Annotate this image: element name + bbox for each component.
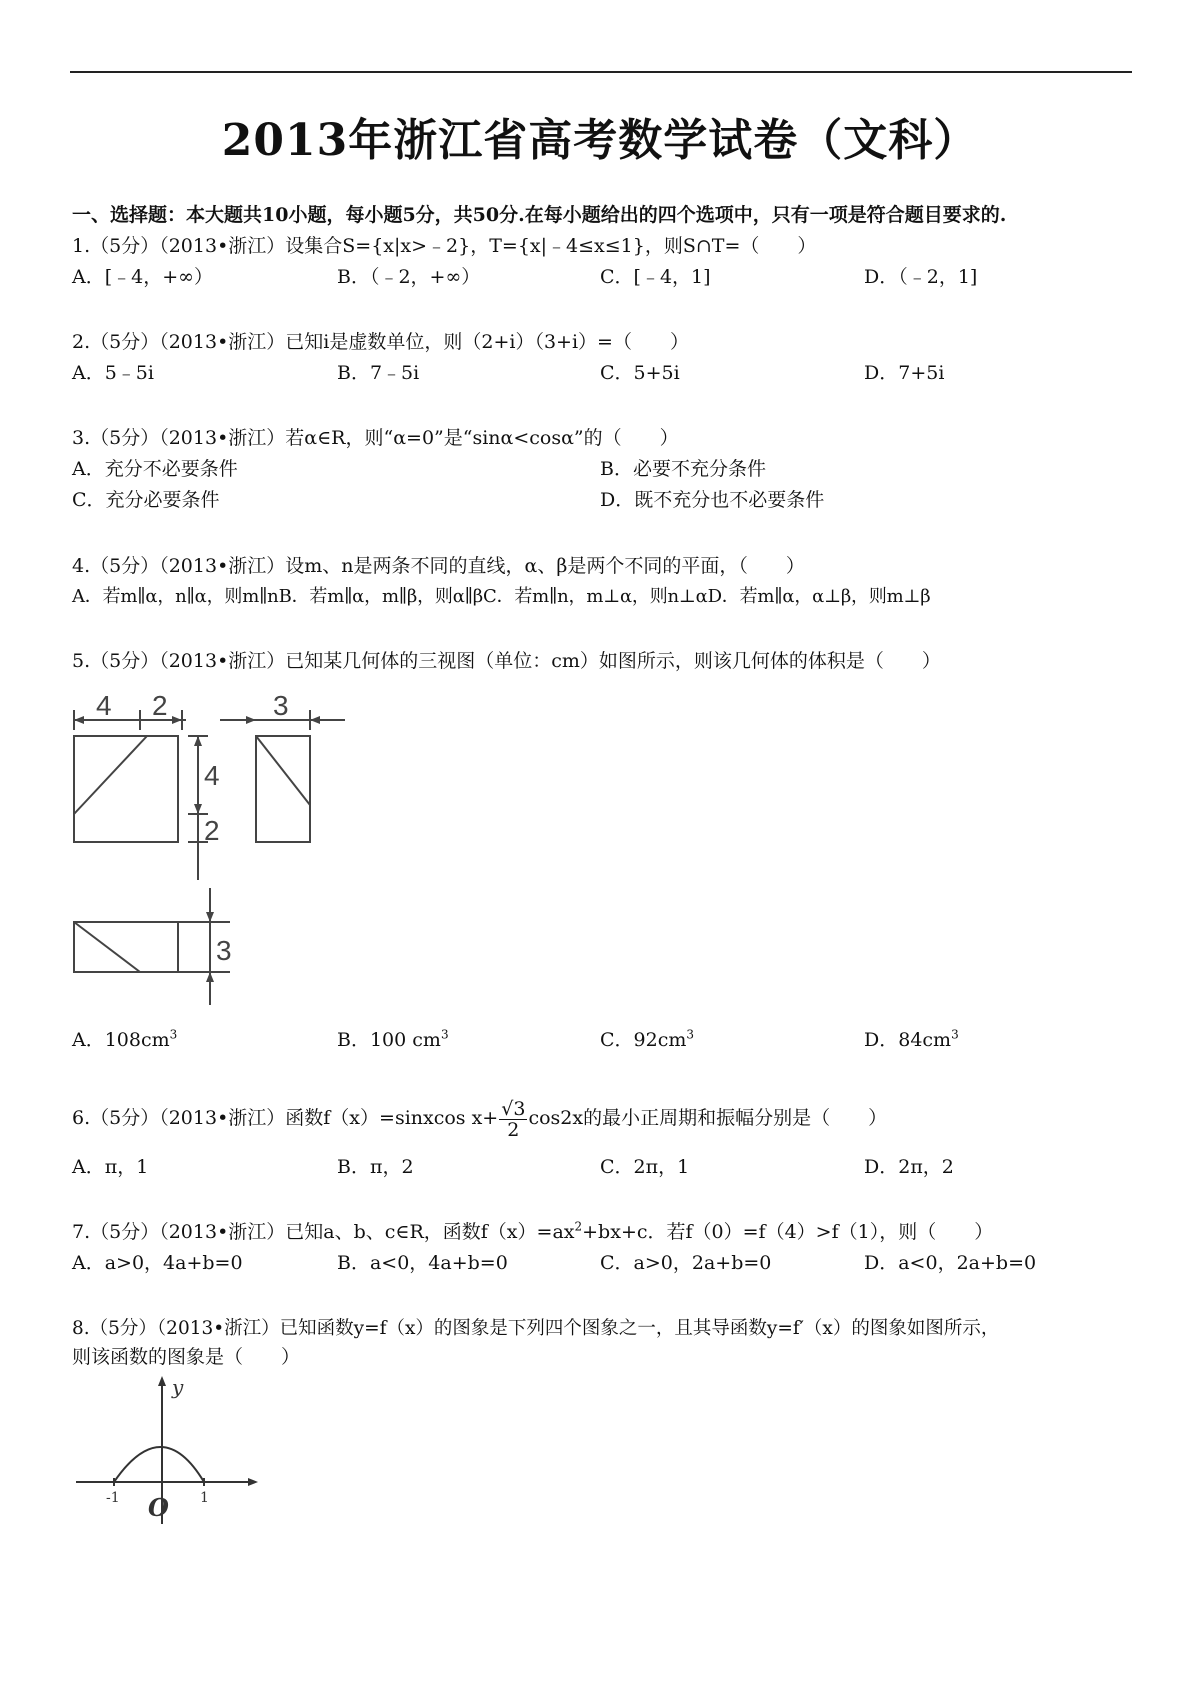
question-5-option-a: A．$108cm^3$	[72, 1027, 178, 1051]
dim-label-v4: 4	[204, 760, 220, 791]
question-2-stem: 2.（5分）（2013•浙江）已知i是虚数单位，则（2+i）（3+i）=（ ）	[72, 331, 689, 353]
question-5-option-d: D．$84cm^3$	[864, 1027, 959, 1051]
section-header: 一、选择题：本大题共10小题，每小题5分，共50分.在每小题给出的四个选项中，只有一项是符合题目要求的.	[72, 204, 1007, 226]
question-2-option-b: B．7﹣5i	[337, 362, 420, 384]
question-7-option-d: D．a<0，2a+b=0	[864, 1252, 1037, 1274]
question-2-option-a: A．5﹣5i	[72, 362, 154, 384]
tick-label-1: 1	[200, 1490, 209, 1506]
page-title: 2013年浙江省高考数学试卷（文科）	[221, 115, 979, 166]
question-7-option-c: C．a>0，2a+b=0	[600, 1252, 772, 1274]
question-1-option-d: D．（﹣2，1]	[864, 266, 978, 288]
question-6-option-c: C．2π，1	[600, 1156, 690, 1178]
question-1-stem: 1.（5分）（2013•浙江）设集合S={x|x>﹣2}，T={x|﹣4≤x≤1}，则S∩T=（ ）	[72, 235, 817, 257]
dim-label-v2: 2	[204, 815, 220, 846]
dim-label-v3: 3	[216, 935, 232, 966]
question-3-stem: 3.（5分）（2013•浙江）若α∈R，则“α=0”是“sinα<cosα”的（ ）	[72, 427, 679, 449]
question-5-option-c: C．$92cm^3$	[600, 1027, 695, 1051]
dim-label-3: 3	[273, 690, 289, 721]
sqrt3-over-2-fraction: $\frac{√3}{2}$	[501, 1097, 526, 1141]
question-6-stem: 6.（5分）（2013•浙江）函数f（x）=sinxcos x+ $\frac{√3}{2}$ cos2x的最小正周期和振幅分别是（ ）	[72, 1097, 888, 1141]
question-4-options: A．若m∥α，n∥α，则m∥nB．若m∥α，m∥β，则α∥βC．若m∥n，m⊥α，则n⊥αD．若m∥α，α⊥β，则m⊥β	[72, 586, 931, 607]
question-7-option-a: A．a>0，4a+b=0	[72, 1252, 243, 1274]
derivative-graph	[72, 1374, 262, 1534]
question-6-option-b: B．π，2	[337, 1156, 414, 1178]
question-3-option-a: A．充分不必要条件	[72, 458, 238, 480]
question-5-stem: 5.（5分）（2013•浙江）已知某几何体的三视图（单位：cm）如图所示，则该几何体的体积是（ ）	[72, 650, 941, 672]
origin-label: O	[148, 1493, 169, 1522]
question-6-option-d: D．2π，2	[864, 1156, 954, 1178]
question-1-option-a: A．[﹣4，+∞）	[72, 266, 213, 288]
question-8-stem-line-1: 8.（5分）（2013•浙江）已知函数y=f（x）的图象是下列四个图象之一，且其导函数y=f′（x）的图象如图所示，	[72, 1318, 1000, 1339]
question-1-option-c: C．[﹣4，1]	[600, 266, 711, 288]
question-2-option-d: D．7+5i	[864, 362, 945, 384]
three-view-figure	[70, 690, 350, 1020]
question-7-option-b: B．a<0，4a+b=0	[337, 1252, 508, 1274]
top-rule	[70, 71, 1132, 73]
question-4-stem: 4.（5分）（2013•浙江）设m、n是两条不同的直线，α、β是两个不同的平面，（ ）	[72, 555, 805, 577]
tick-label-neg1: -1	[106, 1490, 120, 1506]
question-6-option-a: A．π，1	[72, 1156, 149, 1178]
y-axis-label: y	[172, 1375, 184, 1399]
question-3-option-b: B．必要不充分条件	[600, 458, 766, 480]
question-3-option-d: D．既不充分也不必要条件	[600, 489, 825, 511]
question-8-stem-line-2: 则该函数的图象是（ ）	[72, 1346, 301, 1368]
question-5-option-b: B．100 $cm^3$	[337, 1027, 449, 1051]
dim-label-2: 2	[152, 690, 168, 721]
question-3-option-c: C．充分必要条件	[72, 489, 220, 511]
question-2-option-c: C．5+5i	[600, 362, 680, 384]
dim-label-4: 4	[96, 690, 112, 721]
question-1-option-b: B．（﹣2，+∞）	[337, 266, 481, 288]
question-7-stem: 7.（5分）（2013•浙江）已知a、b、c∈R，函数$f(x)=ax^2+bx+c$．若f（0）=f（4）>f（1），则（ ）	[72, 1219, 994, 1243]
